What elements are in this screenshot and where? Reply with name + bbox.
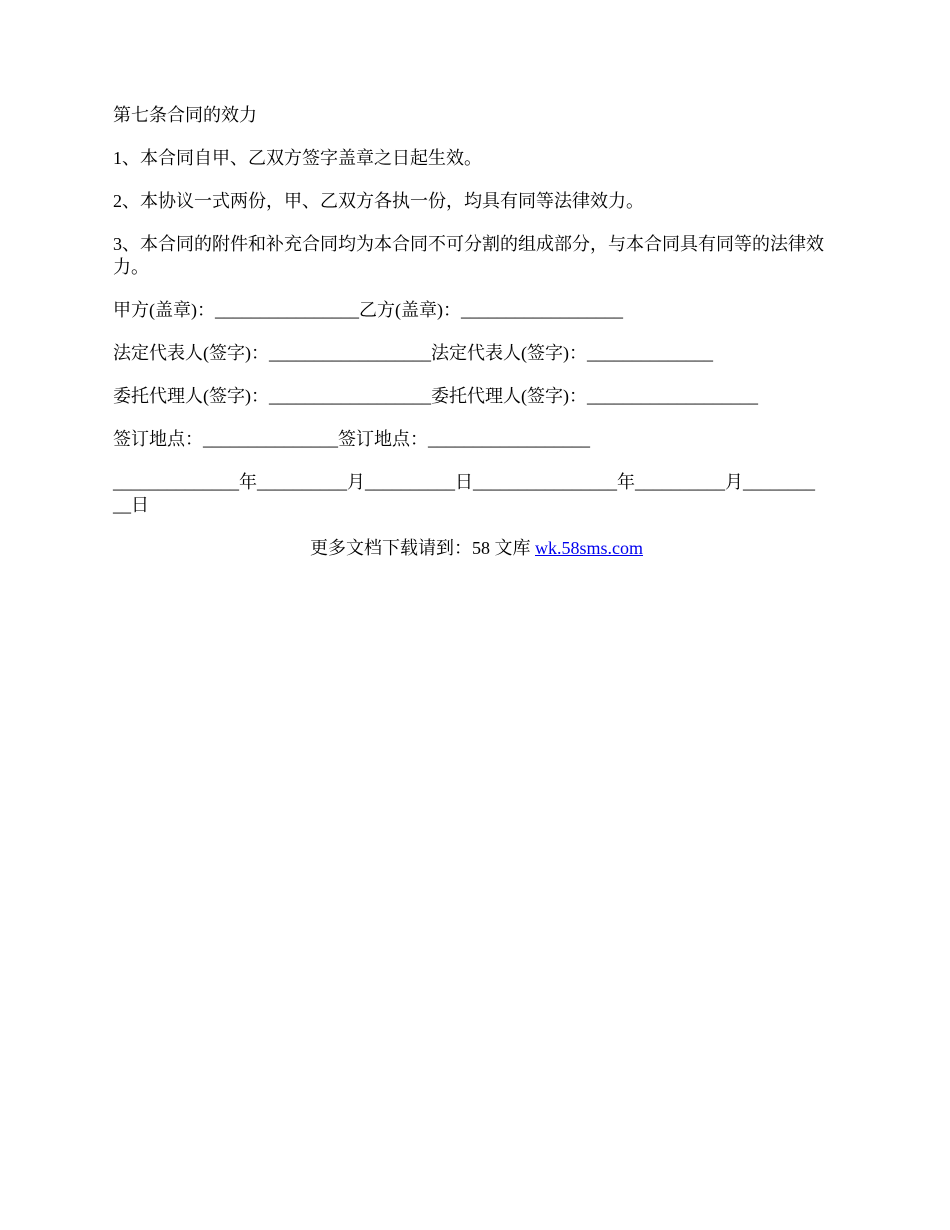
clause-3: 3、本合同的附件和补充合同均为本合同不可分割的组成部分，与本合同具有同等的法律效力。	[113, 234, 824, 277]
date-line-second-row: __日	[113, 495, 149, 515]
signature-line-seal: 甲方(盖章)：________________乙方(盖章)：__________________	[113, 300, 623, 320]
date-fill-in-line	[113, 471, 840, 517]
clause-2: 2、本协议一式两份，甲、乙双方各执一份，均具有同等法律效力。	[113, 191, 644, 211]
signature-line-signing-place: 签订地点：_______________签订地点：__________________	[113, 429, 590, 449]
clause-1: 1、本合同自甲、乙双方签字盖章之日起生效。	[113, 148, 482, 168]
footer-link[interactable]: wk.58sms.com	[535, 538, 643, 558]
signature-line-legal-representative: 法定代表人(签字)：__________________法定代表人(签字)：______________	[113, 343, 713, 363]
footer-download-note	[113, 537, 840, 560]
date-line-first-row: ______________年__________月__________日________________年__________月________	[113, 472, 815, 492]
article-heading: 第七条合同的效力	[113, 105, 257, 125]
signature-line-authorized-agent: 委托代理人(签字)：__________________委托代理人(签字)：___________________	[113, 386, 758, 406]
footer-text: 更多文档下载请到：58 文库	[310, 538, 535, 558]
